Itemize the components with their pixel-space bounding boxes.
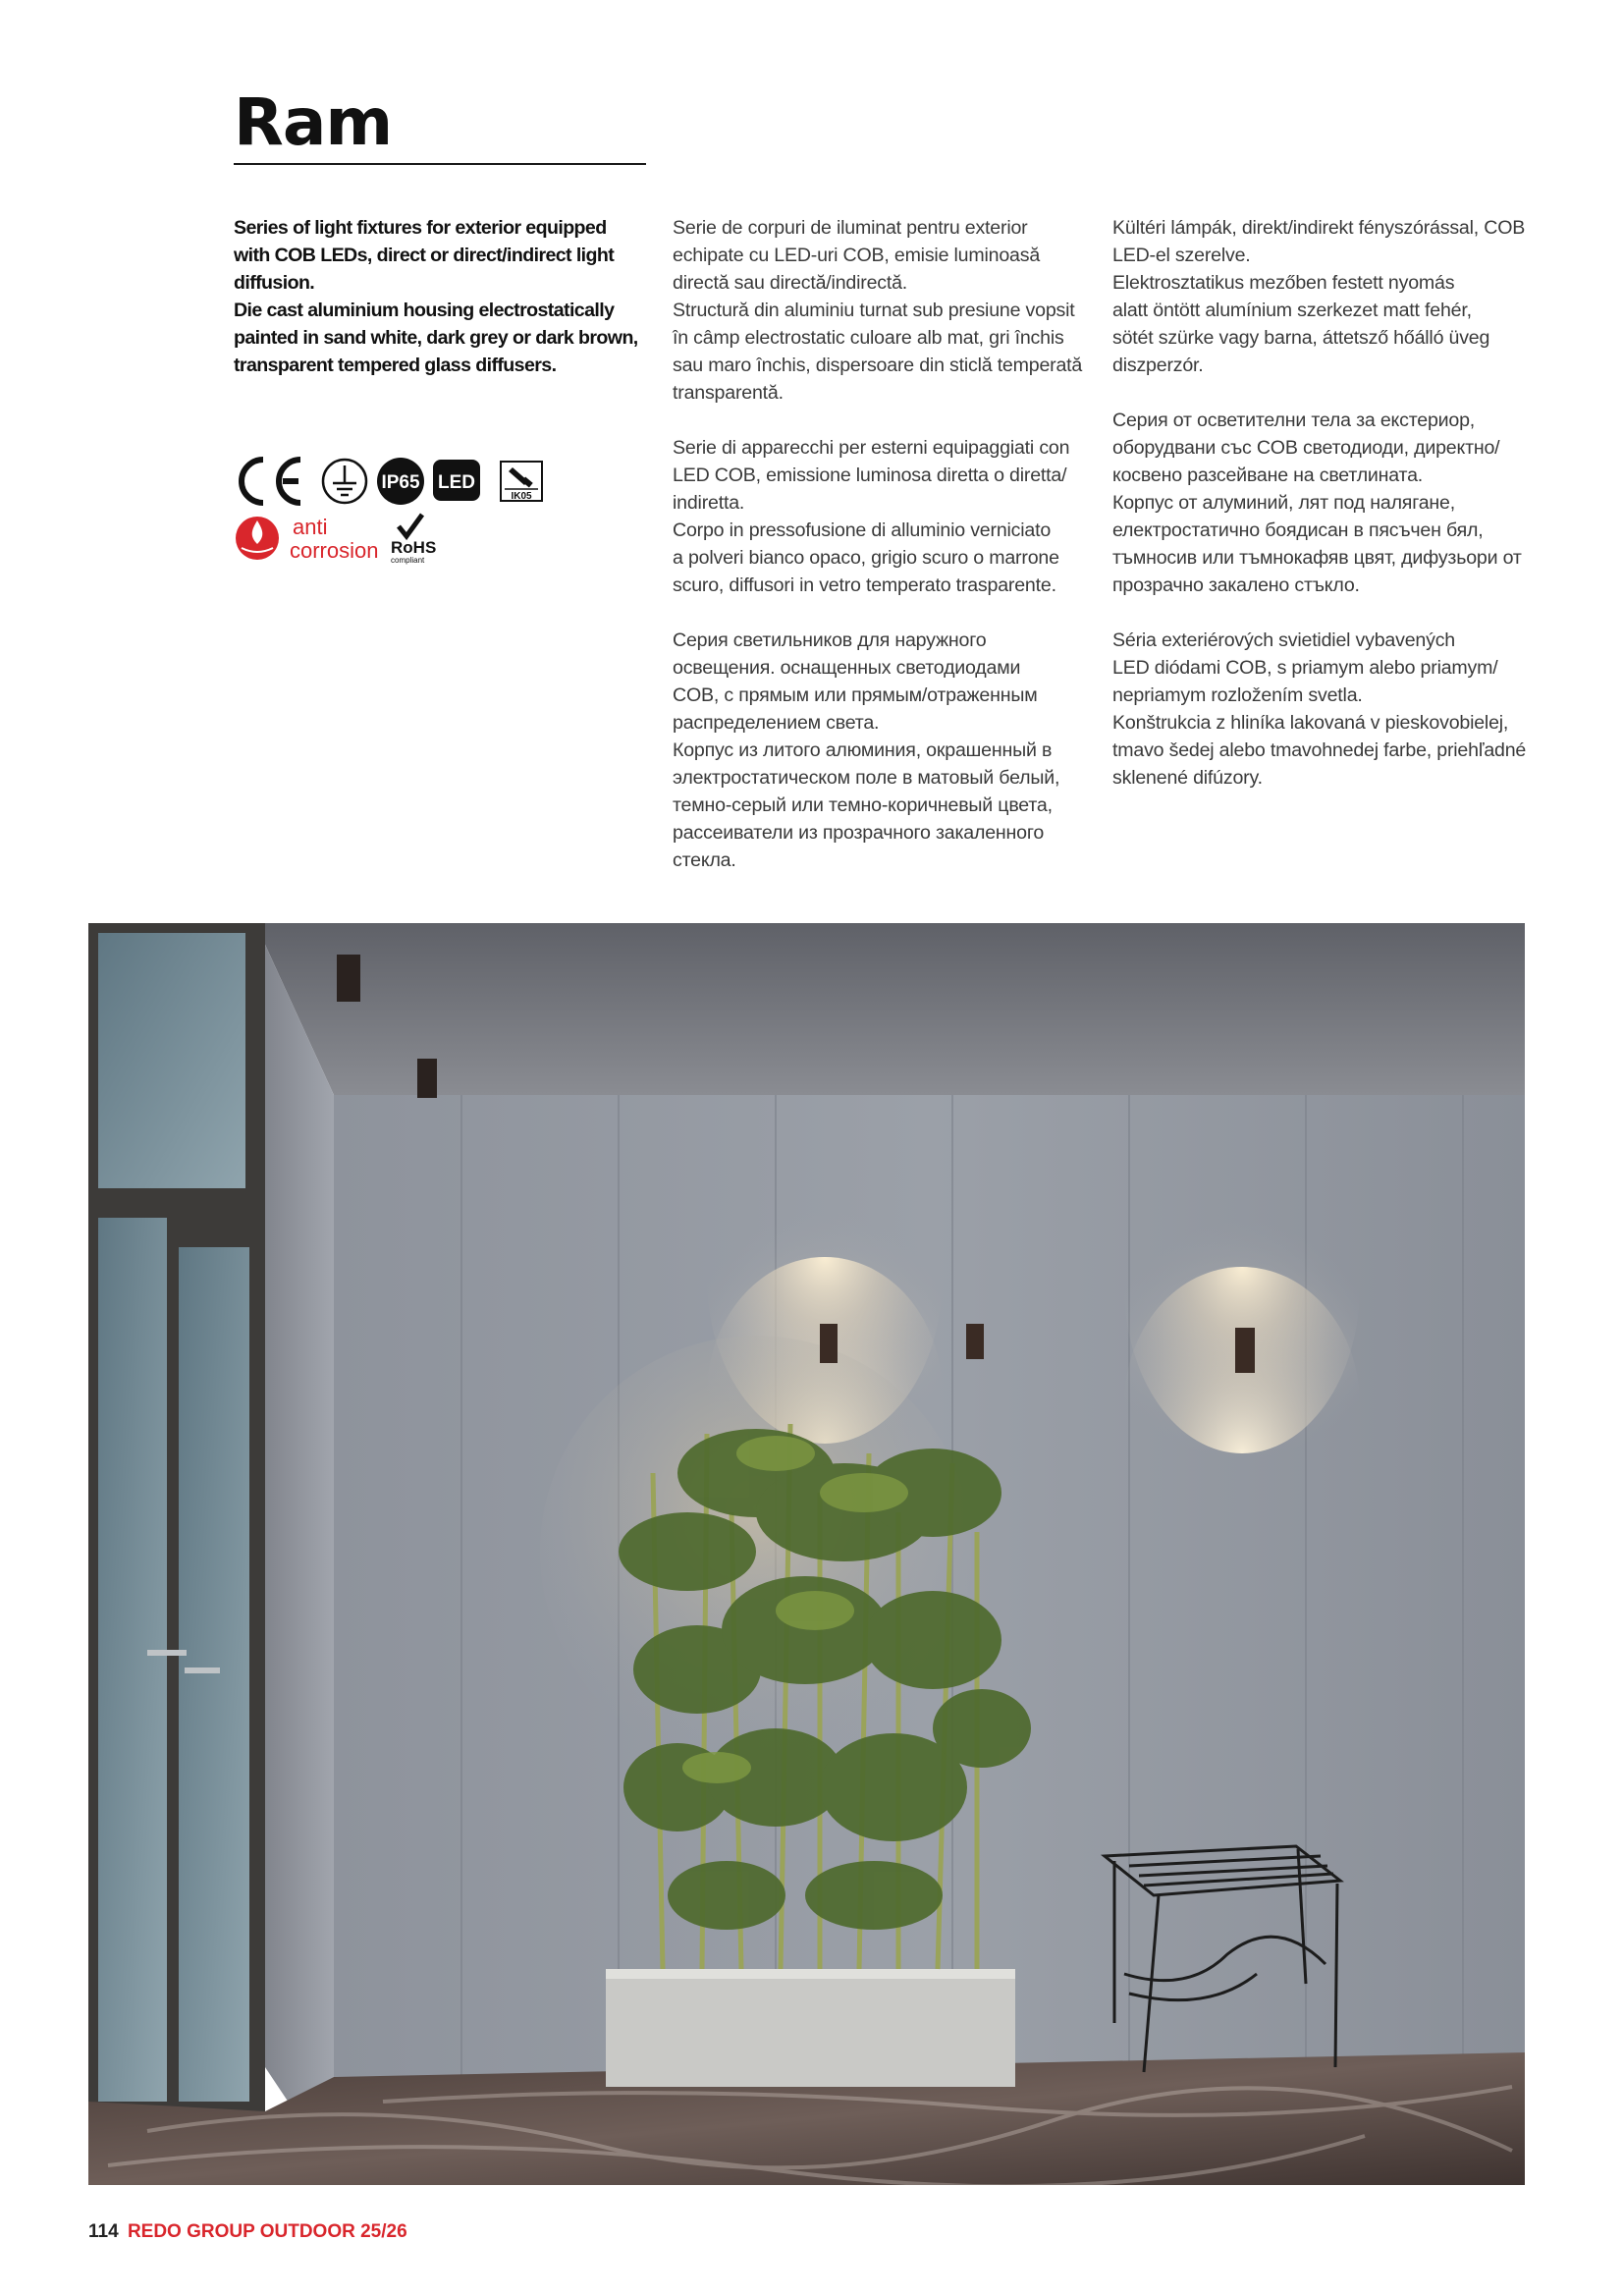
rohs-compliant-label: compliant	[391, 556, 425, 565]
wall-fixture-2	[966, 1324, 984, 1359]
ik05-label: IK05	[511, 491, 532, 502]
led-icon	[433, 460, 480, 501]
wall-fixture-3	[1235, 1328, 1255, 1373]
led-label: LED	[438, 472, 475, 493]
description-ru: Серия светильников для наружного освещения. оснащенных светодиодами COB, с прямым или прямым/отраженным распределением света. Корпус из литого алюминия, окрашенный в электростатическом поле в матовый белый, темно-серый или темно-коричневый цвета, рассеиватели из прозрачного закаленного стекла.	[673, 629, 1060, 871]
description-hu: Kültéri lámpák, direkt/indirekt fényszórással, COB LED-el szerelve. Elektrosztatikus mezőben festett nyomás alatt öntött alumínium szerkezet matt fehér, sötét szürke vagy barna, áttetsző hőálló üveg diszperzór.	[1112, 217, 1526, 376]
door-glass-right	[179, 1247, 249, 2102]
description-sk: Séria exteriérových svietidiel vybavených LED diódami COB, s priamym alebo priamym/ nepriamym rozložením svetla. Konštrukcia z hliníka lakovaná v pieskovobielej, tmavo šedej alebo tmavohnedej farbe, priehľadné sklenené difúzory.	[1112, 629, 1527, 789]
title-underline	[234, 163, 646, 165]
planter-box	[606, 1969, 1015, 2087]
anti-label: anti	[293, 515, 328, 539]
door-handle	[147, 1650, 187, 1656]
page-title: Ram	[234, 84, 393, 160]
ip65-icon	[377, 458, 424, 505]
description-column-english	[234, 214, 646, 407]
description-column-3	[1112, 214, 1535, 819]
wall-fixture-1	[820, 1324, 838, 1363]
description-it: Serie di apparecchi per esterni equipaggiati con LED COB, emissione luminosa diretta o diretta/ indiretta. Corpo in pressofusione di alluminio verniciato a polveri bianco opaco, grigio scuro o marrone scuro, diffusori in vetro temperato trasparente.	[673, 437, 1070, 596]
product-scene-image	[88, 923, 1525, 2185]
description-ro: Serie de corpuri de iluminat pentru exterior echipate cu LED-uri COB, emisie luminoasă directă sau directă/indirectă. Structură din aluminiu turnat sub presiune vopsit în câmp electrostatic culoare alb mat, gri închis sau maro închis, dispersoare din sticlă temperată transparentă.	[673, 217, 1083, 404]
ceiling-fixture-1	[337, 955, 360, 1002]
certification-icons-svg	[234, 452, 558, 570]
ip65-label: IP65	[381, 472, 420, 493]
ce-mark-icon	[242, 460, 300, 503]
ik05-impact-icon	[501, 462, 542, 502]
side-wall	[255, 923, 334, 2111]
ceiling-fixture-2	[417, 1059, 437, 1098]
door-glass-left	[98, 1218, 167, 2102]
corrosion-label: corrosion	[290, 538, 379, 563]
page-footer	[88, 2221, 407, 2243]
rohs-label: RoHS	[391, 538, 437, 557]
page-number: 114	[88, 2221, 119, 2242]
rohs-icon	[391, 515, 436, 565]
scene-illustration	[88, 923, 1525, 2185]
certification-icons	[234, 452, 558, 570]
description-en: Series of light fixtures for exterior equipped with COB LEDs, direct or direct/indirect light diffusion. Die cast aluminium housing electrostatically painted in sand white, dark grey or dark brown, transparent tempered glass diffusers.	[234, 217, 638, 376]
transom-glass	[98, 933, 245, 1188]
description-bg: Серия от осветителни тела за екстериор, оборудвани със COB светодиоди, директно/ косвено разсейване на светлината. Корпус от алуминий, лят под налягане, електростатично боядисан в пясъчен бял, тъмносив или тъмнокафяв цвят, дифузьори от прозрачно закалено стъкло.	[1112, 410, 1522, 596]
ground-symbol-icon	[323, 460, 366, 503]
catalog-brand: REDO GROUP OUTDOOR 25/26	[127, 2221, 407, 2242]
anti-corrosion-icon	[236, 515, 378, 563]
description-column-2	[673, 214, 1095, 902]
